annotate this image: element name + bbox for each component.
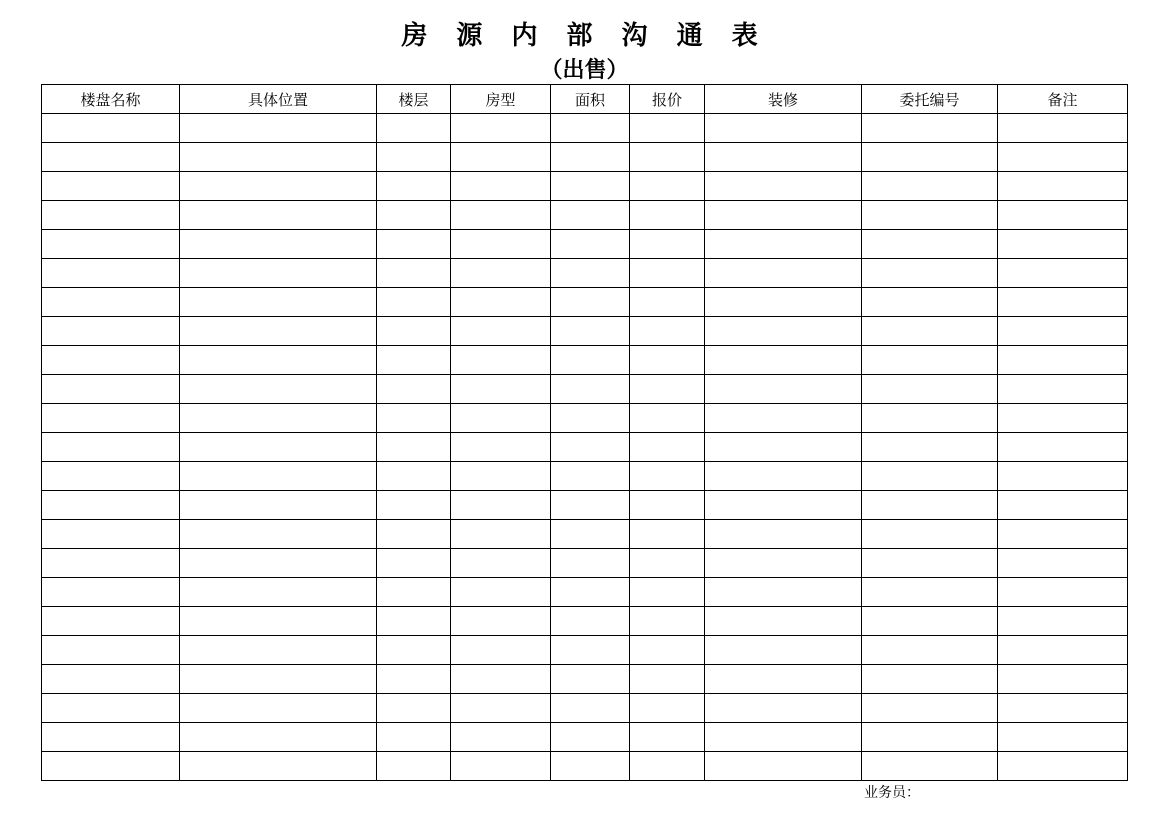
table-cell xyxy=(551,143,630,172)
table-cell xyxy=(42,462,180,491)
table-cell xyxy=(862,172,998,201)
table-row xyxy=(42,752,1128,781)
table-cell xyxy=(630,375,705,404)
table-row xyxy=(42,578,1128,607)
table-cell xyxy=(551,549,630,578)
table-cell xyxy=(862,259,998,288)
table-cell xyxy=(377,433,451,462)
column-header-area: 面积 xyxy=(551,85,630,114)
table-cell xyxy=(630,491,705,520)
table-row xyxy=(42,723,1128,752)
table-cell xyxy=(377,723,451,752)
table-cell xyxy=(451,665,551,694)
table-cell xyxy=(451,636,551,665)
table-cell xyxy=(451,462,551,491)
table-cell xyxy=(998,578,1128,607)
table-cell xyxy=(862,694,998,723)
table-cell xyxy=(998,752,1128,781)
table-cell xyxy=(180,201,377,230)
table-cell xyxy=(377,607,451,636)
table-cell xyxy=(180,723,377,752)
table-cell xyxy=(630,694,705,723)
table-cell xyxy=(705,317,862,346)
table-cell xyxy=(377,143,451,172)
table-cell xyxy=(998,230,1128,259)
table-cell xyxy=(42,317,180,346)
table-cell xyxy=(630,346,705,375)
table-cell xyxy=(451,549,551,578)
table-cell xyxy=(862,404,998,433)
table-cell xyxy=(630,752,705,781)
table-cell xyxy=(998,520,1128,549)
table-cell xyxy=(705,607,862,636)
table-row xyxy=(42,346,1128,375)
table-cell xyxy=(180,172,377,201)
table-cell xyxy=(180,549,377,578)
table-row xyxy=(42,172,1128,201)
table-cell xyxy=(377,404,451,433)
table-cell xyxy=(551,665,630,694)
table-cell xyxy=(862,317,998,346)
table-row xyxy=(42,433,1128,462)
table-cell xyxy=(42,520,180,549)
table-cell xyxy=(180,230,377,259)
table-cell xyxy=(998,201,1128,230)
table-cell xyxy=(705,346,862,375)
table-cell xyxy=(862,636,998,665)
staff-signature-label: 业务员： xyxy=(864,785,920,801)
table-cell xyxy=(862,143,998,172)
table-cell xyxy=(551,694,630,723)
table-cell xyxy=(705,172,862,201)
table-row xyxy=(42,549,1128,578)
table-cell xyxy=(551,433,630,462)
table-row xyxy=(42,694,1128,723)
table-cell xyxy=(377,520,451,549)
table-cell xyxy=(998,375,1128,404)
table-cell xyxy=(998,723,1128,752)
table-cell xyxy=(551,636,630,665)
column-header-price: 报价 xyxy=(630,85,705,114)
table-row xyxy=(42,230,1128,259)
table-cell xyxy=(862,230,998,259)
table-cell xyxy=(630,288,705,317)
table-cell xyxy=(451,433,551,462)
table-cell xyxy=(630,520,705,549)
table-cell xyxy=(551,317,630,346)
table-cell xyxy=(42,172,180,201)
table-cell xyxy=(705,723,862,752)
table-cell xyxy=(377,549,451,578)
table-cell xyxy=(630,259,705,288)
table-cell xyxy=(42,375,180,404)
table-cell xyxy=(705,404,862,433)
table-cell xyxy=(451,317,551,346)
table-cell xyxy=(551,520,630,549)
table-cell xyxy=(377,462,451,491)
table-cell xyxy=(862,578,998,607)
table-cell xyxy=(451,143,551,172)
table-cell xyxy=(377,259,451,288)
table-cell xyxy=(180,607,377,636)
table-cell xyxy=(180,752,377,781)
table-cell xyxy=(705,259,862,288)
table-cell xyxy=(180,578,377,607)
table-row xyxy=(42,665,1128,694)
table-cell xyxy=(998,288,1128,317)
table-cell xyxy=(998,404,1128,433)
table-cell xyxy=(705,665,862,694)
table-cell xyxy=(630,143,705,172)
table-cell xyxy=(630,578,705,607)
table-cell xyxy=(42,288,180,317)
table-cell xyxy=(377,694,451,723)
column-header-commission-number: 委托编号 xyxy=(862,85,998,114)
table-cell xyxy=(862,723,998,752)
table-row xyxy=(42,317,1128,346)
table-cell xyxy=(451,346,551,375)
table-cell xyxy=(42,259,180,288)
table-cell xyxy=(998,346,1128,375)
document-subtitle: （出售） xyxy=(540,57,629,83)
table-cell xyxy=(630,201,705,230)
table-cell xyxy=(998,665,1128,694)
column-header-remarks: 备注 xyxy=(998,85,1128,114)
table-cell xyxy=(551,578,630,607)
table-cell xyxy=(180,665,377,694)
table-cell xyxy=(630,723,705,752)
table-cell xyxy=(862,462,998,491)
table-cell xyxy=(862,549,998,578)
table-cell xyxy=(705,201,862,230)
table-row xyxy=(42,288,1128,317)
table-cell xyxy=(551,172,630,201)
table-cell xyxy=(377,346,451,375)
table-cell xyxy=(451,288,551,317)
listing-table xyxy=(41,84,1128,781)
table-row xyxy=(42,636,1128,665)
table-cell xyxy=(705,752,862,781)
table-cell xyxy=(180,694,377,723)
table-cell xyxy=(451,230,551,259)
table-cell xyxy=(42,114,180,143)
table-cell xyxy=(862,346,998,375)
table-cell xyxy=(451,607,551,636)
table-cell xyxy=(377,317,451,346)
table-cell xyxy=(551,462,630,491)
table-cell xyxy=(180,433,377,462)
table-cell xyxy=(705,143,862,172)
table-cell xyxy=(705,491,862,520)
table-cell xyxy=(998,172,1128,201)
table-row xyxy=(42,520,1128,549)
table-cell xyxy=(551,114,630,143)
table-cell xyxy=(377,201,451,230)
table-cell xyxy=(451,259,551,288)
table-row xyxy=(42,607,1128,636)
table-cell xyxy=(451,491,551,520)
table-cell xyxy=(705,462,862,491)
table-row xyxy=(42,143,1128,172)
table-cell xyxy=(180,636,377,665)
table-cell xyxy=(180,375,377,404)
table-cell xyxy=(42,404,180,433)
table-row xyxy=(42,201,1128,230)
table-cell xyxy=(42,433,180,462)
table-cell xyxy=(42,723,180,752)
table-cell xyxy=(862,520,998,549)
table-row xyxy=(42,259,1128,288)
table-cell xyxy=(551,752,630,781)
table-cell xyxy=(377,578,451,607)
column-header-layout: 房型 xyxy=(451,85,551,114)
table-cell xyxy=(451,114,551,143)
table-cell xyxy=(42,636,180,665)
table-cell xyxy=(998,462,1128,491)
table-cell xyxy=(862,752,998,781)
table-cell xyxy=(998,143,1128,172)
table-cell xyxy=(630,230,705,259)
table-cell xyxy=(862,114,998,143)
table-cell xyxy=(705,578,862,607)
table-cell xyxy=(42,549,180,578)
table-cell xyxy=(180,114,377,143)
table-row xyxy=(42,114,1128,143)
table-cell xyxy=(180,346,377,375)
table-cell xyxy=(42,665,180,694)
table-cell xyxy=(377,375,451,404)
table-cell xyxy=(551,346,630,375)
table-cell xyxy=(451,694,551,723)
table-cell xyxy=(705,520,862,549)
table-cell xyxy=(705,549,862,578)
table-cell xyxy=(377,172,451,201)
table-cell xyxy=(377,288,451,317)
table-body xyxy=(42,114,1128,781)
table-cell xyxy=(862,491,998,520)
table-cell xyxy=(998,259,1128,288)
table-row xyxy=(42,404,1128,433)
table-cell xyxy=(377,491,451,520)
table-cell xyxy=(451,520,551,549)
table-cell xyxy=(705,230,862,259)
table-cell xyxy=(705,694,862,723)
table-cell xyxy=(998,694,1128,723)
table-cell xyxy=(180,259,377,288)
table-cell xyxy=(630,404,705,433)
table-cell xyxy=(180,143,377,172)
table-cell xyxy=(998,491,1128,520)
table-cell xyxy=(705,288,862,317)
table-cell xyxy=(998,433,1128,462)
table-cell xyxy=(42,230,180,259)
table-cell xyxy=(551,491,630,520)
table-cell xyxy=(551,404,630,433)
table-cell xyxy=(862,665,998,694)
table-cell xyxy=(705,114,862,143)
table-cell xyxy=(377,636,451,665)
table-cell xyxy=(998,317,1128,346)
table-cell xyxy=(377,114,451,143)
table-cell xyxy=(180,491,377,520)
table-cell xyxy=(705,636,862,665)
table-cell xyxy=(42,607,180,636)
table-cell xyxy=(451,375,551,404)
table-row xyxy=(42,491,1128,520)
table-cell xyxy=(630,317,705,346)
table-cell xyxy=(377,230,451,259)
table-cell xyxy=(862,375,998,404)
table-cell xyxy=(630,433,705,462)
table-cell xyxy=(630,114,705,143)
table-cell xyxy=(180,288,377,317)
table-cell xyxy=(862,433,998,462)
table-cell xyxy=(998,607,1128,636)
table-cell xyxy=(377,665,451,694)
table-cell xyxy=(551,201,630,230)
table-cell xyxy=(42,201,180,230)
table-cell xyxy=(451,578,551,607)
table-cell xyxy=(180,520,377,549)
table-cell xyxy=(180,317,377,346)
table-cell xyxy=(551,230,630,259)
table-cell xyxy=(42,491,180,520)
column-header-building-name: 楼盘名称 xyxy=(42,85,180,114)
table-row xyxy=(42,462,1128,491)
table-cell xyxy=(630,172,705,201)
table-cell xyxy=(862,288,998,317)
table-cell xyxy=(42,694,180,723)
table-cell xyxy=(551,723,630,752)
table-cell xyxy=(180,404,377,433)
table-cell xyxy=(451,201,551,230)
table-cell xyxy=(451,752,551,781)
table-cell xyxy=(551,259,630,288)
table-cell xyxy=(630,462,705,491)
column-header-decoration: 装修 xyxy=(705,85,862,114)
table-cell xyxy=(42,752,180,781)
table-cell xyxy=(630,607,705,636)
table-cell xyxy=(862,607,998,636)
table-cell xyxy=(998,114,1128,143)
table-cell xyxy=(551,288,630,317)
table-cell xyxy=(630,549,705,578)
table-cell xyxy=(551,375,630,404)
table-cell xyxy=(551,607,630,636)
column-header-location: 具体位置 xyxy=(180,85,377,114)
table-cell xyxy=(180,462,377,491)
document-title: 房 源 内 部 沟 通 表 xyxy=(401,21,768,51)
table-cell xyxy=(451,723,551,752)
table-cell xyxy=(42,143,180,172)
table-cell xyxy=(630,636,705,665)
column-header-floor: 楼层 xyxy=(377,85,451,114)
table-cell xyxy=(862,201,998,230)
header-row xyxy=(42,85,1128,114)
table-cell xyxy=(377,752,451,781)
table-cell xyxy=(42,346,180,375)
table-cell xyxy=(451,172,551,201)
table-row xyxy=(42,375,1128,404)
table-cell xyxy=(705,433,862,462)
table-cell xyxy=(998,549,1128,578)
table-cell xyxy=(42,578,180,607)
table-cell xyxy=(451,404,551,433)
table-cell xyxy=(998,636,1128,665)
table-cell xyxy=(705,375,862,404)
table-cell xyxy=(630,665,705,694)
